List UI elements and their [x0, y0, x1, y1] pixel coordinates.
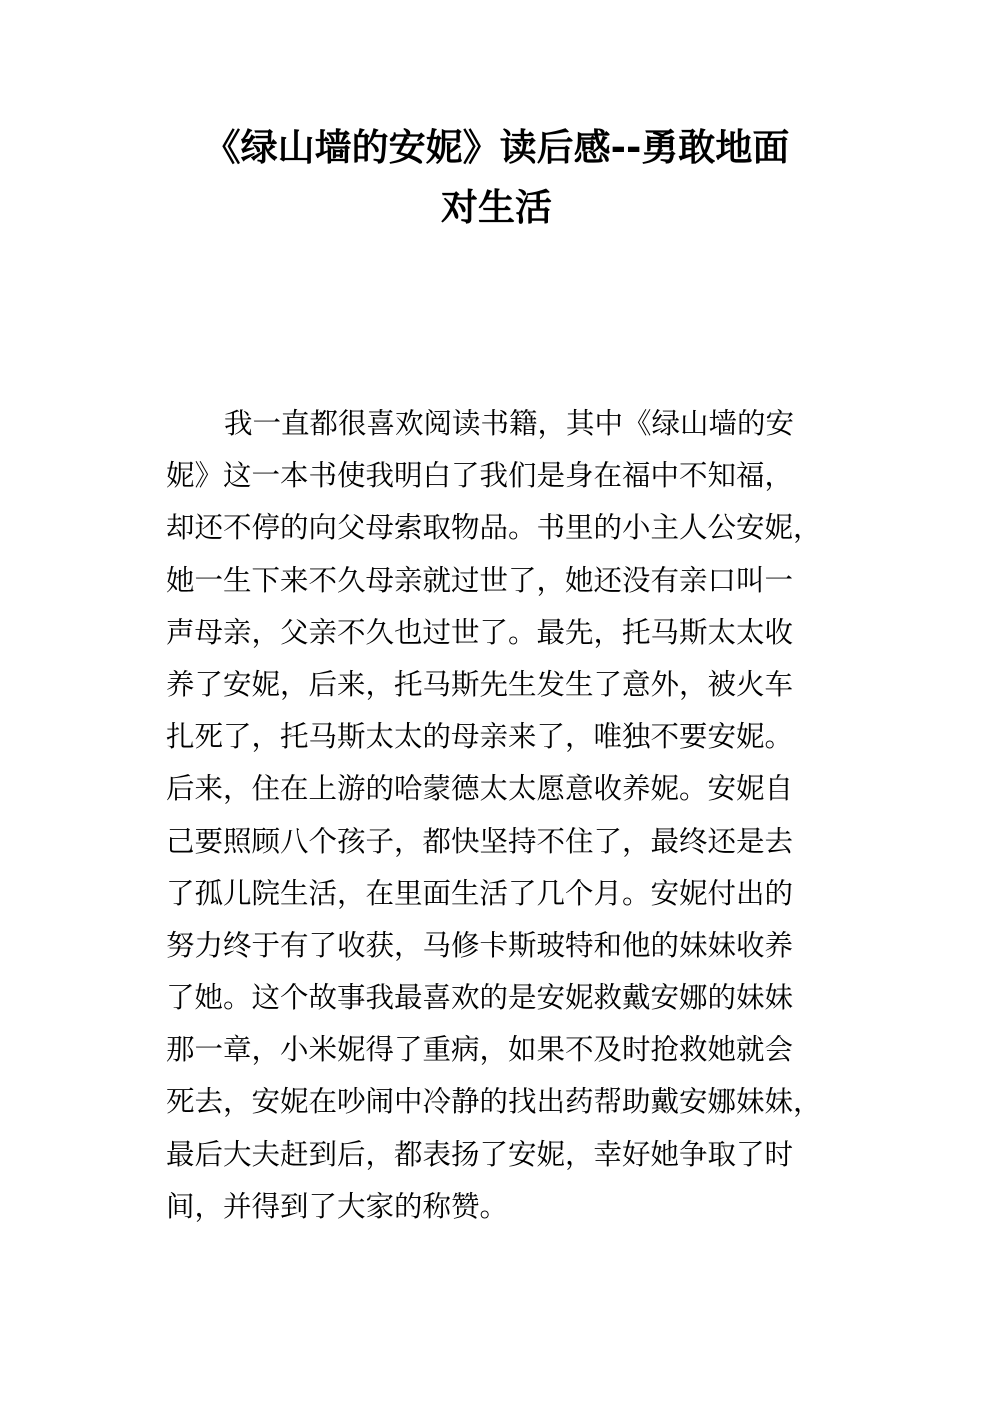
title-line-2: 对生活 — [441, 186, 552, 229]
body-line: 那一章，小米妮得了重病，如果不及时抢救她就会 — [166, 1033, 794, 1067]
body-line: 了孤儿院生活，在里面生活了几个月。安妮付出的 — [166, 876, 794, 910]
body-line: 了她。这个故事我最喜欢的是安妮救戴安娜的妹妹 — [166, 981, 794, 1015]
body-line: 最后大夫赶到后，都表扬了安妮，幸好她争取了时 — [166, 1137, 794, 1171]
body-line: 声母亲，父亲不久也过世了。最先，托马斯太太收 — [166, 615, 794, 649]
body-line: 养了安妮，后来，托马斯先生发生了意外，被火车 — [166, 667, 794, 701]
body-line: 间，并得到了大家的称赞。 — [166, 1189, 509, 1223]
body-paragraph — [166, 398, 834, 1233]
body-line: 死去，安妮在吵闹中冷静的找出药帮助戴安娜妹妹， — [166, 1085, 822, 1119]
body-line: 却还不停的向父母索取物品。书里的小主人公安妮， — [166, 511, 822, 545]
body-line: 己要照顾八个孩子，都快坚持不住了，最终还是去 — [166, 824, 794, 858]
document-title — [150, 118, 843, 238]
body-line: 妮》这一本书使我明白了我们是身在福中不知福， — [166, 459, 794, 493]
body-line: 我一直都很喜欢阅读书籍，其中《绿山墙的安 — [224, 407, 795, 440]
title-line-1: 《绿山墙的安妮》读后感--勇敢地面 — [203, 126, 790, 169]
body-line: 扎死了，托马斯太太的母亲来了，唯独不要安妮。 — [166, 720, 794, 754]
body-line: 她一生下来不久母亲就过世了，她还没有亲口叫一 — [166, 563, 794, 597]
body-line: 努力终于有了收获，马修卡斯玻特和他的妹妹收养 — [166, 928, 794, 962]
body-line: 后来，住在上游的哈蒙德太太愿意收养妮。安妮自 — [166, 772, 794, 806]
